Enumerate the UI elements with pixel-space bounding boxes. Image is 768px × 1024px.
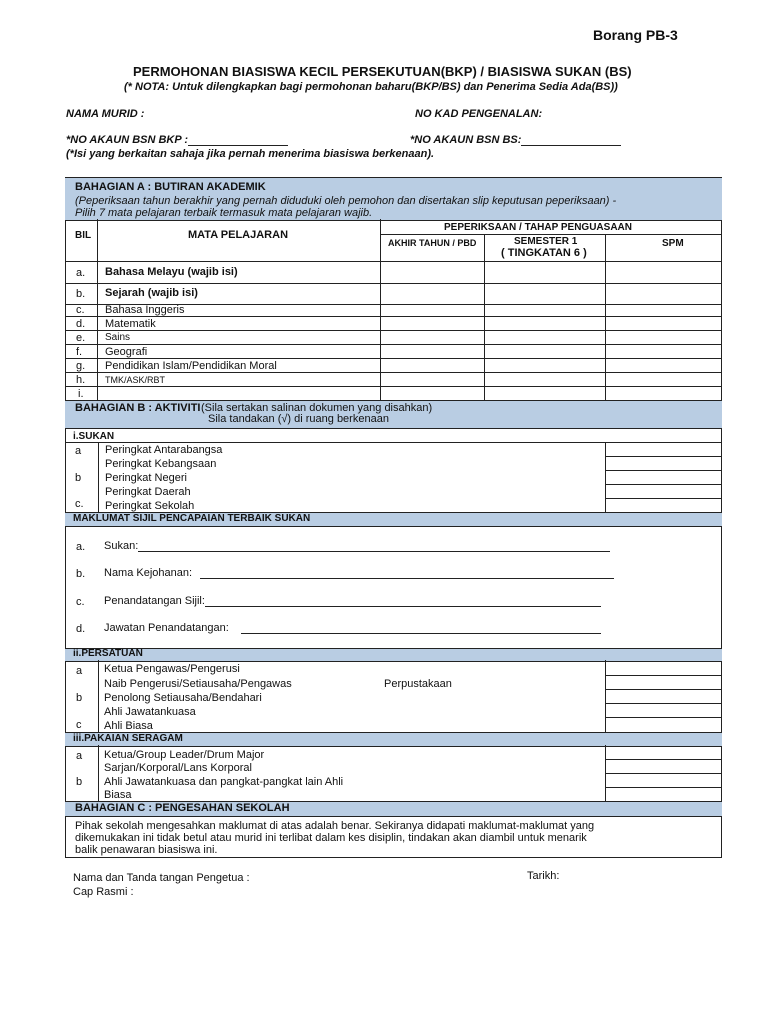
- sukan-label: Peringkat Kebangsaan: [105, 458, 217, 470]
- seragam-label: Sarjan/Korporal/Lans Korporal: [104, 762, 252, 774]
- seragam-label: Ketua/Group Leader/Drum Major: [104, 749, 265, 761]
- bahagian-a-desc: (Peperiksaan tahun berakhir yang pernah diduduki oleh pemohon dan disertakan slip keputusan peperiksaan) -: [75, 195, 617, 207]
- subject-label: Bahasa Inggeris: [105, 304, 185, 316]
- form-title: PERMOHONAN BIASISWA KECIL PERSEKUTUAN(BKP) / BIASISWA SUKAN (BS): [133, 64, 632, 79]
- subject-label: Sains: [105, 332, 131, 343]
- subject-bil: d.: [76, 318, 86, 330]
- sukan-bil: b: [75, 472, 82, 484]
- col-akhir-tahun: AKHIR TAHUN / PBD: [388, 238, 477, 248]
- col-tingkatan: ( TINGKATAN 6 ): [501, 247, 587, 259]
- sijil-bil: a.: [76, 541, 86, 553]
- jawatan-field[interactable]: [241, 623, 601, 634]
- sukan-label: Peringkat Sekolah: [105, 500, 195, 512]
- subject-bil: f.: [76, 346, 83, 358]
- col-bil: BIL: [75, 230, 92, 241]
- sijil-bil: c.: [76, 596, 85, 608]
- akaun-bs-field[interactable]: [521, 135, 621, 146]
- subject-label: Matematik: [105, 318, 156, 330]
- subject-label: Geografi: [105, 346, 148, 358]
- akaun-bs-label: *NO AKAUN BSN BS:: [410, 134, 621, 146]
- sijil-label: Sukan:: [104, 540, 610, 552]
- persatuan-label: Naib Pengerusi/Setiausaha/Pengawas: [104, 678, 292, 690]
- perpustakaan-label: Perpustakaan: [384, 678, 452, 690]
- pengesahan-text: dikemukakan ini tidak betul atau murid ini terlibat dalam kes disiplin, tindakan akan diambil untuk menarik: [75, 832, 587, 844]
- sijil-bil: d.: [76, 623, 86, 635]
- isi-note: (*Isi yang berkaitan sahaja jika pernah menerima biasiswa berkenaan).: [66, 148, 435, 160]
- subject-label: Sejarah (wajib isi): [105, 287, 198, 299]
- no-kad-label: NO KAD PENGENALAN:: [415, 108, 543, 120]
- akaun-bkp-label: *NO AKAUN BSN BKP :: [66, 134, 288, 146]
- form-code: Borang PB-3: [593, 27, 678, 43]
- subject-label: Pendidikan Islam/Pendidikan Moral: [105, 360, 277, 372]
- sijil-bil: b.: [76, 568, 86, 580]
- subject-bil: i.: [78, 388, 84, 400]
- seragam-title: iii.PAKAIAN SERAGAM: [73, 733, 183, 744]
- form-note: (* NOTA: Untuk dilengkapkan bagi permohonan baharu(BKP/BS) dan Penerima Sedia Ada(BS)): [124, 81, 618, 93]
- nama-tandatangan-label: Nama dan Tanda tangan Pengetua :: [73, 872, 250, 884]
- persatuan-bil: b: [76, 692, 83, 704]
- persatuan-bil: c: [76, 719, 82, 731]
- tarikh-label: Tarikh:: [527, 870, 560, 882]
- sijil-label: Jawatan Penandatangan:: [104, 622, 601, 634]
- sukan-label: Peringkat Negeri: [105, 472, 187, 484]
- bahagian-b-desc2: Sila tandakan (√) di ruang berkenaan: [208, 413, 389, 425]
- persatuan-label: Ahli Jawatankuasa: [104, 706, 196, 718]
- sijil-title: MAKLUMAT SIJIL PENCAPAIAN TERBAIK SUKAN: [73, 513, 311, 524]
- sukan-label: Peringkat Antarabangsa: [105, 444, 223, 456]
- persatuan-bil: a: [76, 665, 83, 677]
- bahagian-b-title: BAHAGIAN B : AKTIVITI: [75, 402, 201, 414]
- col-semester: SEMESTER 1: [514, 236, 578, 247]
- bahagian-a-desc2: Pilih 7 mata pelajaran terbaik termasuk mata pelajaran wajib.: [75, 207, 373, 219]
- sukan-field[interactable]: [138, 541, 610, 552]
- subject-bil: a.: [76, 267, 86, 279]
- pengesahan-text: Pihak sekolah mengesahkan maklumat di atas adalah benar. Sekiranya didapati maklumat-maklumat yang: [75, 820, 595, 832]
- col-spm: SPM: [662, 238, 684, 249]
- pengesahan-text: balik penawaran biasiswa ini.: [75, 844, 218, 856]
- persatuan-header: [65, 648, 722, 662]
- subject-bil: c.: [76, 304, 85, 316]
- seragam-bil: b: [76, 776, 83, 788]
- seragam-bil: a: [76, 750, 83, 762]
- persatuan-title: ii.PERSATUAN: [73, 648, 143, 659]
- bahagian-c-title: BAHAGIAN C : PENGESAHAN SEKOLAH: [75, 802, 290, 814]
- sijil-label: Penandatangan Sijil:: [104, 595, 601, 607]
- sukan-bil: c.: [75, 498, 84, 510]
- bahagian-a-title: BAHAGIAN A : BUTIRAN AKADEMIK: [75, 181, 266, 193]
- nama-murid-label: NAMA MURID :: [66, 108, 145, 120]
- persatuan-label: Ketua Pengawas/Pengerusi: [104, 663, 240, 675]
- subject-bil: e.: [76, 332, 86, 344]
- kejohanan-field[interactable]: [200, 568, 614, 579]
- seragam-label: Biasa: [104, 789, 132, 801]
- akaun-bkp-field[interactable]: [188, 135, 288, 146]
- sukan-label: Peringkat Daerah: [105, 486, 191, 498]
- subject-bil: b.: [76, 288, 86, 300]
- penandatangan-field[interactable]: [205, 596, 601, 607]
- sukan-title: i.SUKAN: [73, 431, 115, 442]
- subject-bil: g.: [76, 360, 86, 372]
- subject-bil: h.: [76, 374, 86, 386]
- sukan-bil: a: [75, 445, 82, 457]
- persatuan-label: Ahli Biasa: [104, 720, 153, 732]
- sijil-label: Nama Kejohanan:: [104, 567, 614, 579]
- subject-label: Bahasa Melayu (wajib isi): [105, 266, 238, 278]
- col-mata-pelajaran: MATA PELAJARAN: [188, 229, 289, 241]
- seragam-label: Ahli Jawatankuasa dan pangkat-pangkat lain Ahli: [104, 776, 344, 788]
- bahagian-b-desc: (Sila sertakan salinan dokumen yang disahkan): [201, 402, 433, 414]
- cap-rasmi-label: Cap Rasmi :: [73, 886, 134, 898]
- subject-label: TMK/ASK/RBT: [105, 375, 166, 385]
- col-peperiksaan: PEPERIKSAAN / TAHAP PENGUASAAN: [444, 222, 632, 233]
- persatuan-label: Penolong Setiausaha/Bendahari: [104, 692, 262, 704]
